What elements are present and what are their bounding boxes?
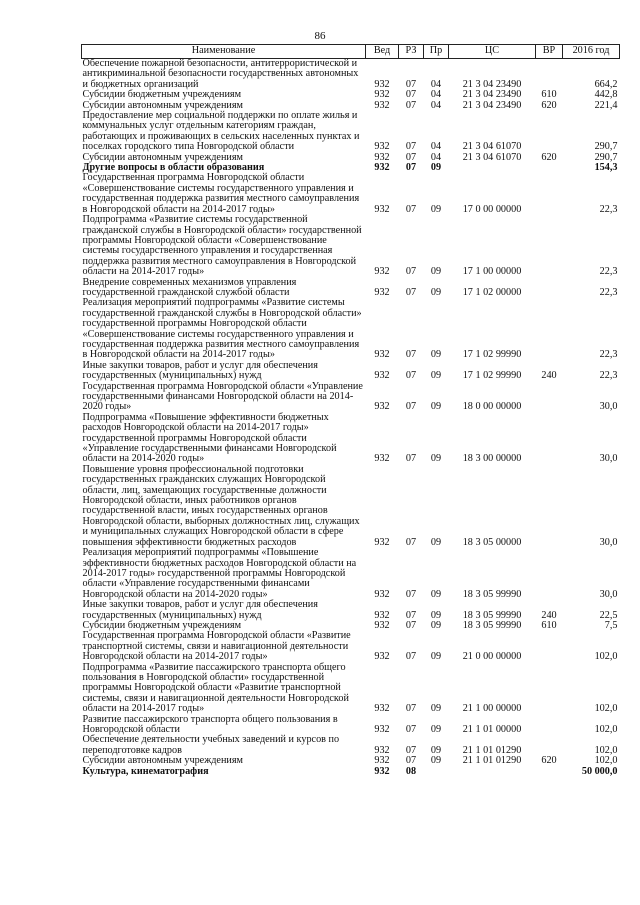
cell-name: Подпрограмма «Развитие системы государственной гражданской службы в Новгородской области» государственной программы Новгородской области «Совершенствование системы государственного управления и государственная поддержка развития местного самоуправления в Новгородской области на 2014-2017 годы» [82,214,362,278]
cell-cs: 18 3 05 99990 [462,619,522,631]
table-row [82,548,620,600]
cell-cs: 17 1 00 00000 [462,266,522,278]
cell-cs: 21 3 04 23490 [462,78,522,90]
cell-pr: 09 [430,609,442,621]
cell-vr: 610 [541,619,557,631]
cell-pr: 09 [430,744,442,756]
cell-cs: 21 1 00 00000 [462,703,522,715]
cell-ved: 932 [374,89,390,101]
table-row [82,767,620,777]
cell-vr: 620 [541,755,557,767]
cell-ved: 932 [374,588,390,600]
cell-vr: 620 [541,99,557,111]
cell-rz: 07 [405,536,417,548]
cell-sum: 102,0 [594,703,618,715]
cell-ved: 932 [374,370,390,382]
table-row [82,173,620,215]
cell-rz: 07 [405,401,417,413]
cell-name: Повышение уровня профессиональной подготовки государственных гражданских служащих Новгородской области, лиц, замещающих государственные должности Новгородской области, иных работников органов государственной власти, иных государственных органов Новгородской области, выборных должностных лиц, служащих и муниципальных служащих Новгородской области в сфере повышения эффективности бюджетных расходов [82,463,360,548]
cell-cs: 21 1 01 00000 [462,724,522,735]
cell-cs: 21 3 04 61070 [462,151,522,163]
cell-ved: 932 [374,99,390,111]
cell-cs: 18 3 05 99990 [462,588,522,600]
cell-cs: 17 1 02 00000 [462,286,522,298]
cell-cs: 18 3 05 99990 [462,609,522,621]
cell-vr [536,163,563,173]
cell-rz: 07 [405,588,417,600]
cell-cs: 21 1 01 01290 [462,755,522,767]
cell-sum: 102,0 [594,724,618,735]
table-row [82,465,620,548]
cell-name: Государственная программа Новгородской области «Управление государственными финансами Новгородской области на 2014-2020 годы» [82,380,363,413]
cell-cs: 21 3 04 23490 [462,99,522,111]
cell-cs: 18 3 05 00000 [462,536,522,548]
cell-name: Подпрограмма «Развитие пассажирского транспорта общего пользования в Новгородской области» государственной программы Новгородской области «Развитие транспортной системы, связи и навигационной деятельности Новгородской области на 2014-2017 годы» [82,661,349,715]
cell-name: Подпрограмма «Повышение эффективности бюджетных расходов Новгородской области на 2014-2017 годы» государственной программы Новгородской области «Управление государственными финансами Новгородской области на 2014-2020 годы» [82,411,337,465]
cell-name: Предоставление мер социальной поддержки по оплате жилья и коммунальных услуг отдельным категориям граждан, работающих и проживающих в сельских населенных пунктах и поселках городского типа Новгородской области [82,110,360,153]
cell-rz: 07 [405,141,417,153]
cell-ved: 932 [374,619,390,631]
cell-name: Субсидии автономным учреждениям [82,755,243,767]
cell-sum: 22,3 [599,266,618,278]
cell-pr: 09 [430,401,442,413]
cell-name: Иные закупки товаров, работ и услуг для обеспечения государственных (муниципальных) нужд [82,359,318,382]
header-vr: ВР [536,45,563,59]
cell-pr [424,767,449,777]
cell-vr [536,465,563,548]
budget-table [81,44,620,777]
header-ved: Вед [366,45,399,59]
cell-rz: 07 [405,703,417,715]
cell-pr: 09 [430,266,442,278]
cell-vr: 240 [541,370,557,382]
cell-name: Другие вопросы в области образования [82,162,265,174]
cell-ved: 932 [374,78,390,90]
cell-vr [536,767,563,777]
cell-vr [536,111,563,153]
cell-pr: 09 [430,536,442,548]
cell-pr: 09 [430,203,442,215]
cell-sum: 7,5 [604,619,618,631]
cell-pr: 09 [430,703,442,715]
cell-vr [536,715,563,736]
table-row [82,663,620,715]
cell-rz: 07 [405,755,417,767]
cell-vr [536,59,563,91]
cell-name: Культура, кинематография [82,765,209,777]
cell-rz: 07 [405,286,417,298]
cell-pr: 09 [430,651,442,663]
cell-vr: 610 [541,89,557,101]
cell-ved: 932 [374,203,390,215]
cell-vr [536,298,563,360]
cell-vr: 240 [541,609,557,621]
cell-rz: 07 [405,349,417,361]
cell-vr: 620 [541,151,557,163]
header-rz: РЗ [399,45,424,59]
cell-cs: 17 1 02 99990 [462,370,522,382]
cell-ved: 932 [374,162,390,174]
cell-rz: 07 [405,151,417,163]
cell-sum: 102,0 [594,651,618,663]
cell-pr: 04 [430,99,442,111]
cell-pr: 09 [430,588,442,600]
cell-rz: 07 [405,744,417,756]
cell-pr: 09 [430,755,442,767]
cell-sum: 102,0 [594,755,618,767]
cell-sum: 22,5 [599,609,618,621]
cell-pr: 04 [430,78,442,90]
table-row [82,600,620,621]
cell-cs: 21 3 04 61070 [462,141,522,153]
cell-vr [536,215,563,277]
cell-name: Обеспечение пожарной безопасности, антитеррористической и антикриминальной безопасности государственных автономных и бюджетных организаций [82,58,359,90]
cell-cs [449,163,536,173]
cell-sum: 290,7 [594,141,618,153]
cell-sum: 22,3 [599,203,618,215]
cell-cs: 17 0 00 00000 [462,203,522,215]
cell-vr [536,173,563,215]
table-row [82,215,620,277]
cell-rz: 07 [405,619,417,631]
cell-rz: 07 [405,453,417,465]
cell-rz: 07 [405,370,417,382]
cell-name: Иные закупки товаров, работ и услуг для обеспечения государственных (муниципальных) нужд [82,599,318,621]
cell-ved: 932 [374,703,390,715]
cell-pr: 09 [430,370,442,382]
cell-name: Внедрение современных механизмов управления государственной гражданской службой области [82,276,297,298]
cell-sum: 22,3 [599,370,618,382]
cell-ved: 932 [374,286,390,298]
cell-sum: 22,3 [599,286,618,298]
cell-sum: 290,7 [594,151,618,163]
cell-pr: 04 [430,89,442,101]
cell-rz: 07 [405,78,417,90]
cell-cs: 17 1 02 99990 [462,349,522,361]
cell-rz: 07 [405,266,417,278]
cell-vr [536,278,563,299]
cell-vr [536,735,563,756]
cell-ved: 932 [374,141,390,153]
cell-name: Субсидии автономным учреждениям [82,99,243,111]
table-row [82,413,620,465]
cell-cs [449,767,536,777]
cell-vr [536,631,563,662]
cell-name: Обеспечение деятельности учебных заведений и курсов по переподготовке кадров [82,734,340,756]
cell-rz: 07 [405,651,417,663]
cell-ved: 932 [374,266,390,278]
cell-cs: 21 1 01 01290 [462,744,522,756]
cell-sum: 30,0 [599,536,618,548]
cell-ved: 932 [374,724,390,735]
header-pr: Пр [424,45,449,59]
cell-sum: 154,3 [594,162,618,174]
cell-ved: 932 [374,755,390,767]
cell-vr [536,548,563,600]
cell-ved: 932 [374,151,390,163]
table-row [82,715,620,736]
cell-pr: 04 [430,151,442,163]
cell-ved: 932 [374,401,390,413]
cell-pr: 09 [430,619,442,631]
table-row [82,278,620,299]
cell-pr: 09 [430,286,442,298]
cell-pr: 09 [430,724,442,735]
cell-pr: 04 [430,141,442,153]
cell-ved: 932 [374,765,390,777]
cell-sum: 442,8 [594,89,618,101]
cell-ved: 932 [374,349,390,361]
cell-ved: 932 [374,744,390,756]
cell-sum: 221,4 [594,99,618,111]
table-row [82,631,620,662]
cell-name: Развитие пассажирского транспорта общего пользования в Новгородской области [82,713,338,735]
cell-rz: 07 [405,99,417,111]
table-body [82,59,620,778]
cell-name: Реализация мероприятий подпрограммы «Повышение эффективности бюджетных расходов Новгородской области на 2014-2017 годы» государственной программы Новгородской области «Управление государственными финансами Новгородской области на 2014-2020 годы» [82,547,357,600]
table-row [82,111,620,153]
cell-vr [536,382,563,413]
cell-sum: 102,0 [594,744,618,756]
cell-sum: 22,3 [599,349,618,361]
cell-rz: 07 [405,609,417,621]
cell-ved: 932 [374,609,390,621]
cell-name: Государственная программа Новгородской области «Развитие транспортной системы, связи и навигационной деятельности Новгородской области на 2014-2017 годы» [82,630,351,663]
cell-sum: 30,0 [599,453,618,465]
table-header-row [82,45,620,59]
cell-name: Субсидии бюджетным учреждениям [82,89,242,101]
table-row [82,735,620,756]
cell-pr: 09 [430,162,442,174]
cell-rz: 07 [405,89,417,101]
cell-vr [536,663,563,715]
cell-sum: 664,2 [594,78,618,90]
header-sum: 2016 год [563,45,620,59]
header-name: Наименование [82,45,366,59]
page-number: 86 [314,30,326,42]
cell-cs: 18 3 00 00000 [462,453,522,465]
table-row [82,298,620,360]
cell-rz: 08 [405,765,417,777]
header-cs: ЦС [449,45,536,59]
cell-cs: 21 3 04 23490 [462,89,522,101]
cell-cs: 18 0 00 00000 [462,401,522,413]
cell-rz: 07 [405,203,417,215]
cell-name: Государственная программа Новгородской области «Совершенствование системы государственного управления и государственная поддержка развития местного самоуправления в Новгородской области на 2014-2017 годы» [82,172,360,215]
cell-vr [536,413,563,465]
cell-ved: 932 [374,536,390,548]
cell-ved: 932 [374,453,390,465]
cell-ved: 932 [374,651,390,663]
cell-sum: 30,0 [599,401,618,413]
cell-rz: 07 [405,162,417,174]
table-row [82,382,620,413]
cell-name: Субсидии бюджетным учреждениям [82,619,242,631]
cell-pr: 09 [430,349,442,361]
cell-name: Субсидии автономным учреждениям [82,151,243,163]
cell-pr: 09 [430,453,442,465]
table-row [82,59,620,91]
cell-sum: 30,0 [599,588,618,600]
cell-sum: 50 000,0 [581,765,618,777]
cell-name: Реализация мероприятий подпрограммы «Развитие системы государственной гражданской службы в Новгородской области» государственной программы Новгородской области «Совершенствование системы государственного управления и государственная поддержка развития местного самоуправления в Новгородской области на 2014-2017 годы» [82,297,362,361]
cell-cs: 21 0 00 00000 [462,651,522,663]
table-row [82,361,620,382]
cell-rz: 07 [405,724,417,735]
